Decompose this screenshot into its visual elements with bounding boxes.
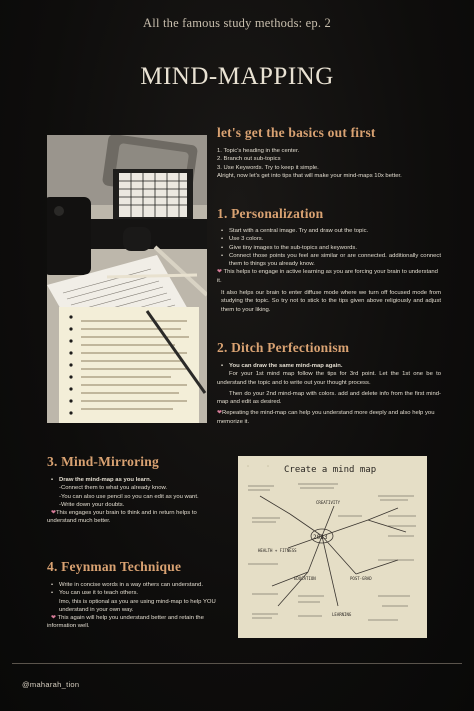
personalization-note: This helps to engage in active learning as you are forcing your brain to understand it. xyxy=(217,269,438,284)
author-handle: @maharah_tion xyxy=(22,680,80,689)
basics-line: 2. Branch out sub-topics xyxy=(217,156,281,163)
footer-divider xyxy=(12,663,462,664)
personalization-heading: 1. Personalization xyxy=(217,206,324,221)
feynman-heading: 4. Feynman Technique xyxy=(47,559,182,574)
mind-map-title: Create a mind map xyxy=(284,465,377,475)
brain-icon: ❤ xyxy=(51,615,56,622)
mind-map-photo xyxy=(238,456,427,638)
basics-line: Alright, now let's get into tips that will make your mind-maps 10x better. xyxy=(217,172,402,179)
bullet-item: • You can use it to teach others. xyxy=(47,589,227,597)
perfectionism-para-1: For your 1st mind map follow the tips for 3rd point. Let the 1st one be to understand the topic and to write out your thought process. xyxy=(217,371,441,386)
feynman-para: Imo, this is optional as you are using mind-map to help YOU understand in your own way. xyxy=(59,598,216,613)
bullet-item: • Write in concise words in a way others can understand. xyxy=(47,581,227,589)
bullet-item: • You can draw the same mind-map again. xyxy=(217,362,441,370)
basics-line: 3. Use Keywords. Try to keep it simple. xyxy=(217,164,319,171)
mirroring-section xyxy=(47,454,227,526)
personalization-section xyxy=(217,206,441,314)
bullet-item: • Use 3 colors. xyxy=(217,235,441,243)
perfectionism-section xyxy=(217,340,441,426)
personalization-bullets xyxy=(217,227,441,268)
mind-map-center: 2023 xyxy=(313,534,328,541)
mirroring-note: This engages your brain to think and in return helps to understand much better. xyxy=(47,510,197,525)
basics-line: 1. Topic's heading in the center. xyxy=(217,148,300,154)
perfectionism-para-2: Then do your 2nd mind-map with colors. add and delete info from the first mind-map and edit as desired. xyxy=(217,390,441,406)
mind-map-node: EDUCATION xyxy=(294,576,316,581)
mirroring-line: -Connect them to what you already know. xyxy=(59,485,168,492)
study-desk-photo xyxy=(47,135,207,423)
bullet-item: • Draw the mind-map as you learn. xyxy=(47,476,227,484)
brain-icon: ❤ xyxy=(217,410,222,417)
mirroring-line: -You can also use pencil so you can edit as you want. xyxy=(59,493,199,500)
series-label: All the famous study methods: ep. 2 xyxy=(143,16,331,30)
basics-heading: let's get the basics out first xyxy=(217,125,376,140)
personalization-note-2: It also helps our brain to enter diffuse mode where we turn off focused mode from studying the topic. So try not to stick to the tips given above religiously and adjust them to your liking. xyxy=(221,290,441,313)
perfectionism-heading: 2. Ditch Perfectionism xyxy=(217,340,350,355)
mirroring-line: -Write down your doubts. xyxy=(59,501,125,508)
bullet-item: • Give tiny images to the sub-topics and keywords. xyxy=(217,244,441,252)
mind-map-node: CREATIVITY xyxy=(316,500,341,505)
mirroring-heading: 3. Mind-Mirroring xyxy=(47,454,159,469)
basics-list xyxy=(217,147,441,180)
mind-map-node: POST-GRAD xyxy=(350,576,372,581)
mind-map-node: LEARNING xyxy=(332,612,352,617)
brain-icon: ❤ xyxy=(217,269,222,276)
bullet-item: • Start with a central image. Try and draw out the topic. xyxy=(217,227,441,235)
brain-icon: ❤ xyxy=(51,510,56,517)
perfectionism-note: Repeating the mind-map can help you understand more deeply and also help you memorize it. xyxy=(217,410,435,425)
feynman-note: This again will help you understand better and retain the information well. xyxy=(47,615,204,630)
mind-map-node: HEALTH + FITNESS xyxy=(258,548,297,553)
basics-section xyxy=(217,125,441,180)
page-title: MIND-MAPPING xyxy=(140,63,334,90)
feynman-section xyxy=(47,559,227,631)
bullet-item: • Connect those points you feel are similar or are connected. additionally connect them to things you already know. xyxy=(217,252,441,269)
